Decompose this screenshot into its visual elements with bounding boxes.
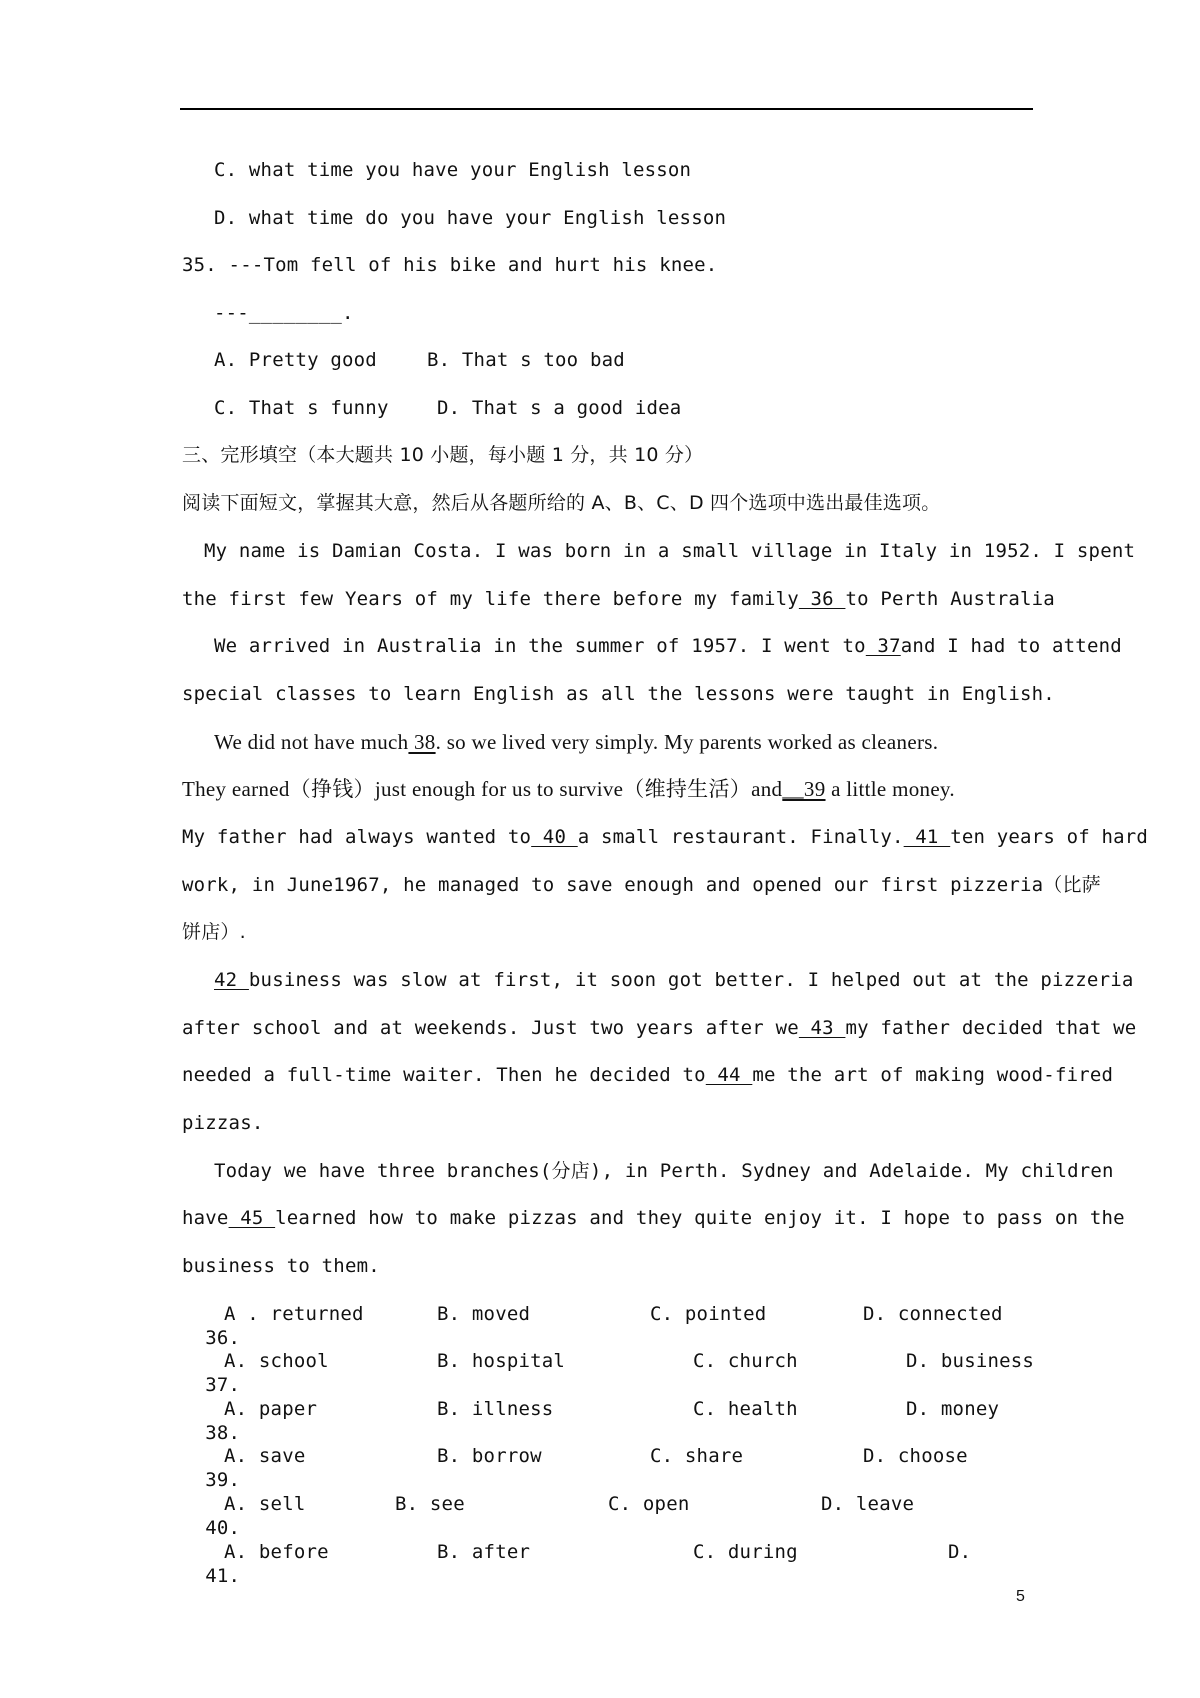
option-a: A. school: [224, 1350, 329, 1372]
passage-line: They earned（挣钱）just enough for us to survive（维持生活）and__39 a little money.: [182, 777, 955, 801]
page-number: 5: [1016, 1588, 1025, 1605]
option-b: B. hospital: [437, 1350, 566, 1372]
passage-line: pizzas.: [182, 1112, 264, 1134]
passage-line: 42 business was slow at first, it soon got better. I helped out at the pizzeria: [214, 969, 1134, 991]
blank-37: 37: [865, 635, 901, 657]
blank-40: 40: [531, 826, 578, 848]
blank-44: 44: [705, 1064, 753, 1086]
blank-36: 36: [798, 588, 846, 610]
passage-line: My father had always wanted to 40 a small restaurant. Finally. 41 ten years of hard: [182, 826, 1149, 848]
passage-line: We arrived in Australia in the summer of 1957. I went to 37and I had to attend: [214, 635, 1122, 657]
q35-option-b: B. That s too bad: [427, 349, 625, 371]
option-c: C. church: [693, 1350, 798, 1372]
section-heading: 三、完形填空（本大题共 10 小题，每小题 1 分，共 10 分）: [182, 444, 704, 466]
q35-option-c: C. That s funny: [214, 397, 389, 419]
option-b: B. see: [395, 1493, 465, 1515]
blank-41: 41: [903, 826, 951, 848]
question-row-36: 36. A . returned B. moved C. pointed D. connected: [205, 1303, 1003, 1349]
option-d: D. business: [906, 1350, 1035, 1372]
header-rule: [180, 108, 1033, 110]
option-d: D. money: [906, 1398, 1000, 1420]
passage-line: special classes to learn English as all the lessons were taught in English.: [182, 683, 1055, 705]
option-c: C. health: [693, 1398, 798, 1420]
q34-option-c: C. what time you have your English lesson: [214, 159, 692, 181]
question-row-37: 37. A. school B. hospital C. church D. business: [205, 1350, 1035, 1396]
option-c: C. during: [693, 1541, 798, 1563]
q35-reply: ---________.: [214, 302, 354, 324]
option-d: D. leave: [821, 1493, 915, 1515]
question-row-41: 41. A. before B. after C. during D.: [205, 1541, 972, 1587]
passage-line: We did not have much 38. so we lived very simply. My parents worked as cleaners.: [214, 730, 939, 754]
q35-option-d: D. That s a good idea: [437, 397, 682, 419]
option-d: D. connected: [863, 1303, 1003, 1325]
passage-line: the first few Years of my life there before my family 36 to Perth Australia: [182, 588, 1055, 610]
option-c: C. open: [608, 1493, 690, 1515]
blank-43: 43: [798, 1017, 846, 1039]
option-b: B. illness: [437, 1398, 554, 1420]
passage-line: Today we have three branches(分店), in Perth. Sydney and Adelaide. My children: [214, 1160, 1114, 1182]
option-b: B. borrow: [437, 1445, 542, 1467]
option-d: D. choose: [863, 1445, 968, 1467]
question-row-38: 38. A. paper B. illness C. health D. money: [205, 1398, 1000, 1444]
option-a: A. sell: [224, 1493, 306, 1515]
option-b: B. moved: [437, 1303, 531, 1325]
passage-line: work, in June1967, he managed to save enough and opened our first pizzeria（比萨: [182, 874, 1101, 896]
question-row-40: 40. A. sell B. see C. open D. leave: [205, 1493, 915, 1539]
q35-option-a: A. Pretty good: [214, 349, 377, 371]
option-c: C. pointed: [650, 1303, 767, 1325]
blank-38: 38: [408, 730, 436, 754]
passage-line: have 45 learned how to make pizzas and they quite enjoy it. I hope to pass on the: [182, 1207, 1125, 1229]
q34-option-d: D. what time do you have your English lesson: [214, 207, 727, 229]
option-b: B. after: [437, 1541, 531, 1563]
question-row-39: 39. A. save B. borrow C. share D. choose: [205, 1445, 968, 1491]
blank-45: 45: [228, 1207, 276, 1229]
option-c: C. share: [650, 1445, 744, 1467]
option-a: A. before: [224, 1541, 329, 1563]
passage-line: business to them.: [182, 1255, 380, 1277]
option-a: A. save: [224, 1445, 306, 1467]
blank-39: __39: [782, 777, 826, 801]
passage-line: My name is Damian Costa. I was born in a small village in Italy in 1952. I spent: [204, 540, 1136, 562]
option-a: A. paper: [224, 1398, 318, 1420]
passage-line: after school and at weekends. Just two years after we 43 my father decided that we: [182, 1017, 1137, 1039]
option-d: D.: [948, 1541, 972, 1563]
blank-42: 42: [214, 969, 249, 991]
q35-prompt: 35. ---Tom fell of his bike and hurt his knee.: [182, 254, 718, 276]
section-instruction: 阅读下面短文，掌握其大意，然后从各题所给的 A、B、C、D 四个选项中选出最佳选项。: [182, 492, 941, 514]
passage-line: 饼店）.: [182, 921, 246, 943]
option-a: A . returned: [224, 1303, 364, 1325]
passage-line: needed a full-time waiter. Then he decided to 44 me the art of making wood-fired: [182, 1064, 1114, 1086]
